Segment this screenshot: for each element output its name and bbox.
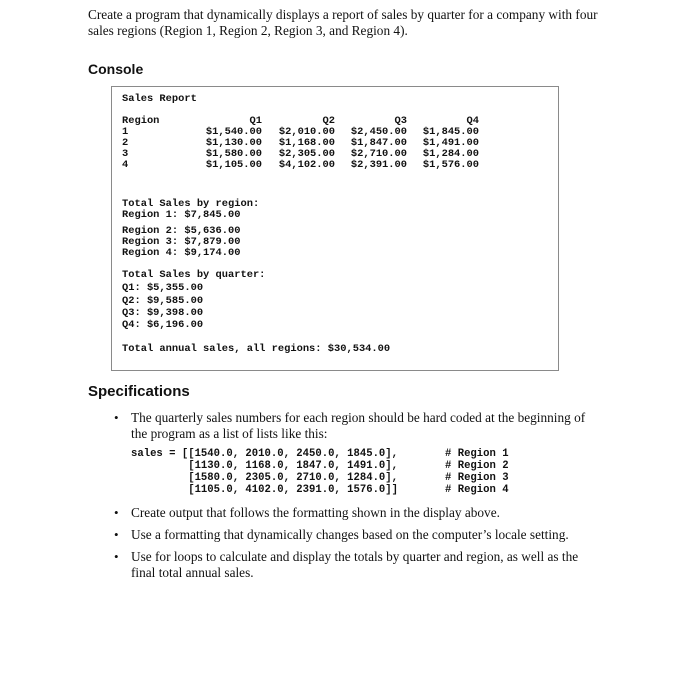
spec-item: Use for loops to calculate and display the totals by quarter and region, as well as the final total annual sales.: [131, 549, 579, 580]
code-line: [1105.0, 4102.0, 2391.0, 1576.0]]: [131, 484, 399, 496]
sales-value: $2,450.00: [350, 126, 407, 138]
region-totals-title: Total Sales by region:: [122, 198, 260, 210]
code-line: [1130.0, 1168.0, 1847.0, 1491.0],: [131, 460, 399, 472]
region-number: 2: [122, 137, 129, 149]
specifications-heading: Specifications: [88, 383, 190, 400]
annual-total: Total annual sales, all regions: $30,534.00: [122, 343, 391, 355]
console-heading: Console: [88, 61, 144, 77]
spec-item: Create output that follows the formatting shown in the display above.: [131, 505, 500, 520]
region-number: 1: [122, 126, 129, 138]
quarter-header: Q3: [394, 115, 407, 127]
code-line: [1580.0, 2305.0, 2710.0, 1284.0],: [131, 472, 399, 484]
sales-value: $1,284.00: [422, 148, 479, 160]
region-number: 3: [122, 148, 129, 160]
sales-value: $2,391.00: [350, 159, 407, 171]
region-total: Region 1: $7,845.00: [122, 209, 241, 221]
quarter-header: Q1: [249, 115, 262, 127]
region-total: Region 4: $9,174.00: [122, 247, 241, 259]
sales-value: $1,847.00: [350, 137, 407, 149]
code-comment: # Region 1: [445, 448, 509, 460]
quarter-header: Q4: [466, 115, 479, 127]
quarter-total: Q4: $6,196.00: [122, 319, 204, 331]
spec-item: Use a formatting that dynamically changes based on the computer’s locale setting.: [131, 527, 569, 542]
code-line: sales = [[1540.0, 2010.0, 2450.0, 1845.0],: [131, 448, 399, 460]
sales-value: $1,168.00: [278, 137, 335, 149]
region-total: Region 2: $5,636.00: [122, 225, 241, 237]
quarter-totals-title: Total Sales by quarter:: [122, 269, 266, 281]
quarter-header: Q2: [322, 115, 335, 127]
quarter-total: Q1: $5,355.00: [122, 282, 204, 294]
sales-value: $1,540.00: [205, 126, 262, 138]
bullet-marker: •: [114, 527, 119, 542]
bullet-marker: •: [114, 505, 119, 520]
code-comment: # Region 2: [445, 460, 509, 472]
region-number: 4: [122, 159, 129, 171]
sales-value: $1,491.00: [422, 137, 479, 149]
quarter-total: Q3: $9,398.00: [122, 307, 204, 319]
sales-value: $1,580.00: [205, 148, 262, 160]
region-total: Region 3: $7,879.00: [122, 236, 241, 248]
sales-value: $1,105.00: [205, 159, 262, 171]
region-header: Region: [122, 115, 160, 127]
report-title: Sales Report: [122, 93, 197, 105]
sales-value: $2,010.00: [278, 126, 335, 138]
intro-text: Create a program that dynamically displays a report of sales by quarter for a company with four sales regions (Region 1, Region 2, Region 3, and Region 4).: [88, 7, 598, 38]
bullet-marker: •: [114, 410, 119, 425]
spec-item: The quarterly sales numbers for each region should be hard coded at the beginning of the program as a list of lists like this:: [131, 410, 586, 441]
sales-value: $4,102.00: [278, 159, 335, 171]
code-comment: # Region 4: [445, 484, 509, 496]
sales-value: $1,576.00: [422, 159, 479, 171]
sales-value: $1,845.00: [422, 126, 479, 138]
console-output: [111, 86, 559, 371]
quarter-total: Q2: $9,585.00: [122, 295, 204, 307]
sales-value: $2,710.00: [350, 148, 407, 160]
code-comment: # Region 3: [445, 472, 509, 484]
sales-value: $1,130.00: [205, 137, 262, 149]
sales-value: $2,305.00: [278, 148, 335, 160]
bullet-marker: •: [114, 549, 119, 564]
